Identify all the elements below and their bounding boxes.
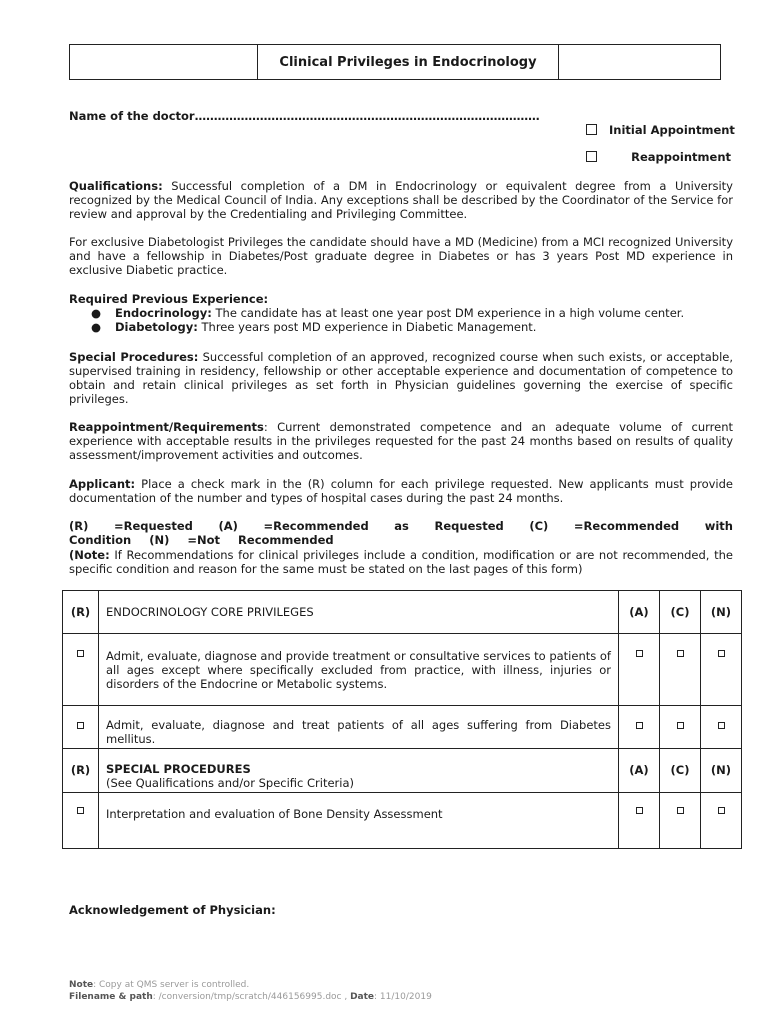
experience-text: The candidate has at least one year post DM experience in a high volume center. — [215, 306, 685, 320]
not-recommended-checkbox[interactable] — [718, 722, 725, 729]
qualifications-text: Successful completion of a DM in Endocrinology or equivalent degree from a University recognized by the Medical Council of India. Any exceptions shall be described by the Coordinator of the Service for review and approval by the Credentialing and Privileging Committee. — [69, 179, 733, 221]
recommended-checkbox[interactable] — [636, 650, 643, 657]
table-row — [63, 634, 742, 706]
special-procedures-title: SPECIAL PROCEDURES — [106, 762, 251, 776]
qualifications-paragraph — [69, 179, 733, 221]
reappointment-checkbox[interactable] — [586, 151, 597, 162]
table-row — [63, 706, 742, 749]
footer-file-text: : /conversion/tmp/scratch/446156995.doc , — [152, 992, 351, 1002]
request-checkbox[interactable] — [77, 722, 84, 729]
special-procedures-header-row — [63, 749, 742, 793]
n-header: (N) — [701, 749, 742, 793]
n-cell[interactable] — [701, 793, 742, 849]
experience-list — [69, 306, 733, 334]
initial-appointment-option[interactable] — [586, 123, 735, 137]
n-cell[interactable] — [701, 634, 742, 706]
a-cell[interactable] — [619, 634, 660, 706]
bullet-icon: ● — [91, 306, 102, 320]
table-row — [63, 793, 742, 849]
recommended-checkbox[interactable] — [636, 807, 643, 814]
special-procedures-label: Special Procedures: — [69, 350, 199, 364]
footer-note-label: Note — [69, 980, 94, 990]
reappointment-label: Reappointment — [631, 150, 731, 164]
footer-file — [69, 991, 432, 1003]
r-cell[interactable] — [63, 634, 99, 706]
privileges-table — [62, 590, 742, 849]
r-header: (R) — [63, 591, 99, 634]
r-header: (R) — [63, 749, 99, 793]
special-procedures-subtitle: (See Qualifications and/or Specific Criteria) — [106, 776, 354, 790]
experience-term: Endocrinology: — [115, 306, 212, 320]
c-cell[interactable] — [660, 793, 701, 849]
c-cell[interactable] — [660, 706, 701, 749]
c-cell[interactable] — [660, 634, 701, 706]
a-cell[interactable] — [619, 793, 660, 849]
footer-date-label: Date — [350, 992, 375, 1002]
table-header-row — [63, 591, 742, 634]
page-title: Clinical Privileges in Endocrinology — [258, 45, 559, 79]
recommended-checkbox[interactable] — [636, 722, 643, 729]
experience-term: Diabetology: — [115, 320, 198, 334]
note-text: If Recommendations for clinical privileges include a condition, modification or are not recommended, the specific condition and reason for the same must be stated on the last pages of this form) — [69, 548, 733, 576]
n-cell[interactable] — [701, 706, 742, 749]
condition-checkbox[interactable] — [677, 650, 684, 657]
condition-checkbox[interactable] — [677, 722, 684, 729]
request-checkbox[interactable] — [77, 650, 84, 657]
applicant-paragraph — [69, 477, 733, 505]
not-recommended-checkbox[interactable] — [718, 650, 725, 657]
footer-note — [69, 979, 249, 991]
c-header: (C) — [660, 749, 701, 793]
applicant-label: Applicant: — [69, 477, 136, 491]
reappointment-option[interactable] — [586, 150, 731, 164]
reappointment-requirements-label: Reappointment/Requirements — [69, 420, 264, 434]
experience-item-endocrinology — [69, 306, 733, 320]
a-header: (A) — [619, 591, 660, 634]
reappointment-requirements-text: : Current demonstrated competence and an adequate volume of current experience with acceptable results in the privileges requested for the past 24 months based on results of quality assessment/improvement activities and outcomes. — [69, 420, 733, 462]
request-checkbox[interactable] — [77, 807, 84, 814]
special-procedures-header — [99, 749, 619, 793]
doctor-name-line — [69, 109, 540, 123]
not-recommended-checkbox[interactable] — [718, 807, 725, 814]
experience-item-diabetology — [69, 320, 733, 334]
applicant-text: Place a check mark in the (R) column for each privilege requested. New applicants must provide documentation of the number and types of hospital cases during the past 24 months. — [69, 477, 733, 505]
initial-appointment-checkbox[interactable] — [586, 124, 597, 135]
privilege-description: Admit, evaluate, diagnose and treat patients of all ages suffering from Diabetes mellitus. — [99, 706, 619, 749]
title-box-right — [559, 45, 720, 79]
footer-date-text: : 11/10/2019 — [374, 992, 432, 1002]
r-cell[interactable] — [63, 793, 99, 849]
experience-text: Three years post MD experience in Diabetic Management. — [201, 320, 537, 334]
qualifications-label: Qualifications: — [69, 179, 163, 193]
footer-note-text: : Copy at QMS server is controlled. — [93, 980, 250, 990]
initial-appointment-label: Initial Appointment — [609, 123, 735, 137]
diabetologist-paragraph: For exclusive Diabetologist Privileges the candidate should have a MD (Medicine) from a MCI recognized University and have a fellowship in Diabetes/Post graduate degree in Diabetes or has 3 years Post MD experience in exclusive Diabetic practice. — [69, 235, 733, 277]
bullet-icon: ● — [91, 320, 102, 334]
doctor-name-label: Name of the doctor — [69, 109, 195, 123]
doctor-name-field[interactable]: ……………………………………………………………………………… — [194, 109, 540, 123]
note-label: (Note: — [69, 548, 110, 562]
a-header: (A) — [619, 749, 660, 793]
a-cell[interactable] — [619, 706, 660, 749]
experience-heading: Required Previous Experience: — [69, 292, 269, 306]
footer-file-label: Filename & path — [69, 992, 153, 1002]
acknowledgement-heading: Acknowledgement of Physician: — [69, 903, 276, 917]
c-header: (C) — [660, 591, 701, 634]
title-box-left — [70, 45, 258, 79]
core-privileges-title: ENDOCRINOLOGY CORE PRIVILEGES — [99, 591, 619, 634]
special-procedures-paragraph — [69, 350, 733, 406]
condition-checkbox[interactable] — [677, 807, 684, 814]
special-procedures-text: Successful completion of an approved, recognized course when such exists, or acceptable, supervised training in residency, fellowship or other acceptable experience and documentation of competence to obtain and retain clinical privileges as set forth in Physician guidelines governing the exercise of specific privileges. — [69, 350, 733, 406]
note-paragraph — [69, 548, 733, 576]
n-header: (N) — [701, 591, 742, 634]
legend-line: (R) =Requested (A) =Recommended as Requested (C) =Recommended with Condition (N) =Not Recommended — [69, 519, 733, 547]
privilege-description: Admit, evaluate, diagnose and provide treatment or consultative services to patients of all ages except where specifically excluded from practice, with illness, injuries or disorders of the Endocrine or Metabolic systems. — [99, 634, 619, 706]
privilege-description: Interpretation and evaluation of Bone Density Assessment — [99, 793, 619, 849]
title-box — [69, 44, 721, 80]
reappointment-paragraph — [69, 420, 733, 462]
r-cell[interactable] — [63, 706, 99, 749]
